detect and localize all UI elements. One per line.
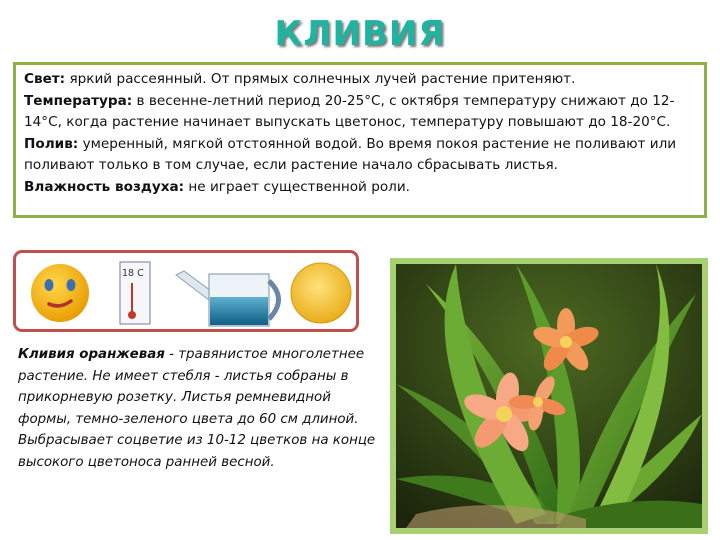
- care-info-box: [13, 62, 707, 218]
- plant-description: [18, 344, 380, 473]
- watering-text: умеренный, мягкой отстоянной водой. Во время покоя растение не поливают или поливают только в том случае, если растение начало сбрасывать листья.: [24, 135, 677, 173]
- light-text: яркий рассеянный. От прямых солнечных лучей растение притеняют.: [65, 71, 576, 87]
- temperature-line: [24, 91, 696, 134]
- plant-description-text: - травянистое многолетнее растение. Не имеет стебля - листья собраны в прикорневую розетку. Листья ремневидной формы, темно-зеленого цвета до 60 см длиной. Выбрасывает соцветие из 10-12 цветков на конце высокого цветоноса ранней весной.: [18, 347, 376, 470]
- watering-can-icon: [176, 271, 279, 326]
- humidity-line: [24, 177, 696, 199]
- thermometer-icon: [120, 262, 150, 324]
- clivia-illustration: [396, 264, 702, 528]
- light-disc-icon: [291, 263, 351, 323]
- watering-label: Полив:: [24, 135, 79, 152]
- plant-photo: [390, 258, 708, 534]
- watering-line: [24, 134, 696, 177]
- plant-name: Кливия оранжевая: [18, 347, 165, 362]
- care-icons-panel: [13, 250, 359, 332]
- humidity-label: Влажность воздуха:: [24, 178, 185, 195]
- thermometer-label: 18 С: [122, 268, 144, 279]
- light-line: [24, 69, 696, 91]
- page-title: КЛИВИЯ: [274, 14, 446, 54]
- light-label: Свет:: [24, 71, 66, 87]
- humidity-text: не играет существенной роли.: [184, 178, 411, 195]
- temperature-label: Температура:: [24, 92, 133, 109]
- smiley-sun-icon: [31, 264, 89, 322]
- temperature-text: в весенне-летний период 20-25°С, с октября температуру снижают до 12-14°С, когда растение начинает выпускать цветонос, температуру повышают до 18-20°С.: [24, 92, 675, 130]
